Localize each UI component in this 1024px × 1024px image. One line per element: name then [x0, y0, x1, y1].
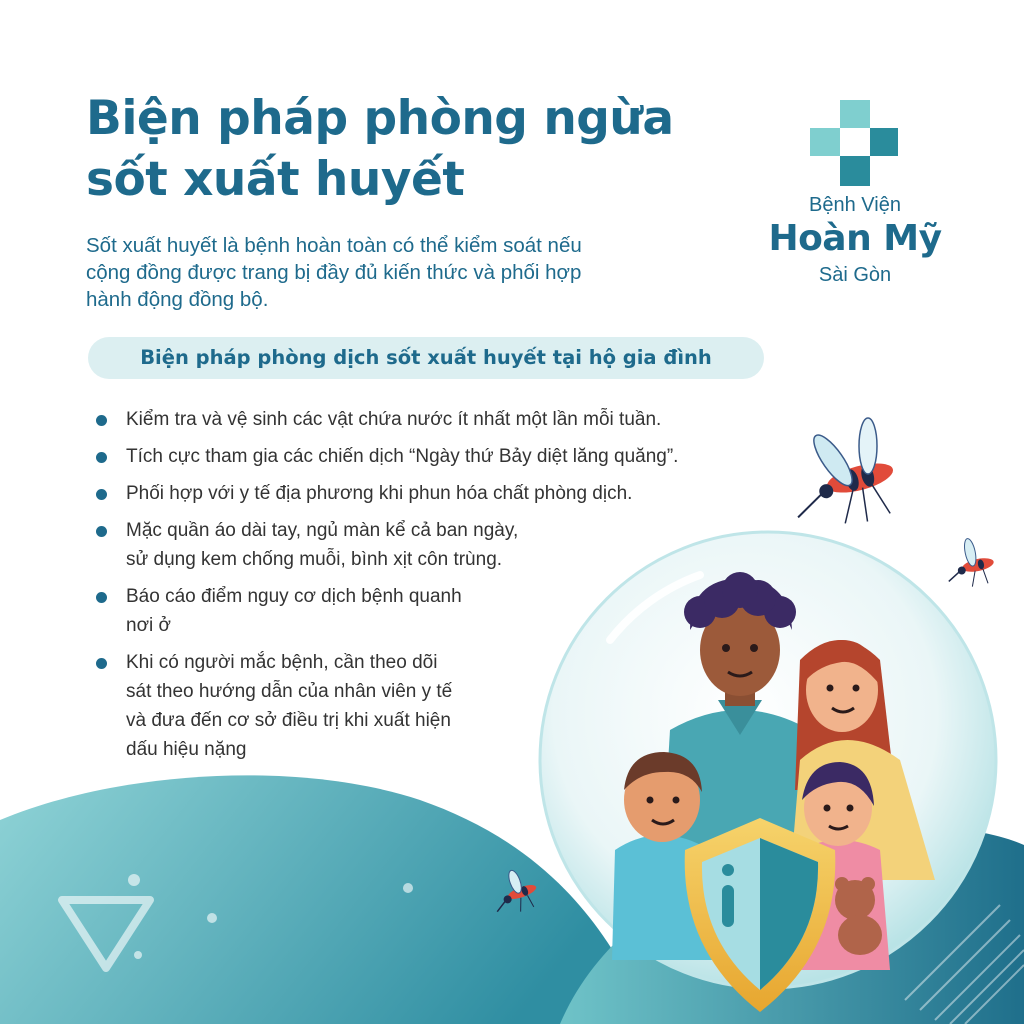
- medical-cross-logo-icon: [760, 96, 950, 192]
- list-item-text: Mặc quần áo dài tay, ngủ màn kể cả ban ngày,: [126, 520, 519, 541]
- prevention-measures-list: [96, 405, 678, 772]
- list-item-text: sát theo hướng dẫn của nhân viên y tế: [126, 681, 453, 702]
- intro-line-1: Sốt xuất huyết là bệnh hoàn toàn có thể kiểm soát nếu: [86, 234, 582, 257]
- list-item: [96, 582, 678, 640]
- list-item-text: sử dụng kem chống muỗi, bình xịt côn trùng.: [126, 549, 503, 570]
- bullet-dot-icon: [96, 592, 107, 603]
- list-item: [96, 442, 678, 471]
- list-item-text: Kiểm tra và vệ sinh các vật chứa nước ít nhất một lần mỗi tuần.: [126, 409, 662, 430]
- list-item-text: Khi có người mắc bệnh, cần theo dõi: [126, 652, 438, 673]
- intro-paragraph: [86, 232, 706, 313]
- list-item-text: Báo cáo điểm nguy cơ dịch bệnh quanh: [126, 586, 462, 607]
- list-item-text: và đưa đến cơ sở điều trị khi xuất hiện: [126, 710, 451, 731]
- list-item-text: Tích cực tham gia các chiến dịch “Ngày thứ Bảy diệt lăng quăng”.: [126, 446, 679, 467]
- mosquito-icon: [941, 534, 998, 591]
- logo-line-3: Sài Gòn: [818, 264, 892, 286]
- list-item-text: nơi ở: [126, 615, 171, 636]
- hospital-logo: [760, 96, 950, 296]
- list-item: [96, 648, 678, 764]
- title-line-2: sốt xuất huyết: [86, 152, 465, 207]
- page-title: [86, 88, 726, 210]
- logo-line-1: Bệnh Viện: [809, 194, 901, 216]
- intro-line-3: hành động đồng bộ.: [86, 288, 269, 311]
- bullet-dot-icon: [96, 452, 107, 463]
- list-item: [96, 516, 678, 574]
- bullet-dot-icon: [96, 526, 107, 537]
- bullet-dot-icon: [96, 415, 107, 426]
- mosquito-icon: [777, 413, 904, 539]
- logo-brand-name: Hoàn Mỹ: [768, 218, 942, 259]
- title-line-1: Biện pháp phòng ngừa: [86, 91, 674, 146]
- section-heading: Biện pháp phòng dịch sốt xuất huyết tại hộ gia đình: [88, 337, 764, 379]
- bullet-dot-icon: [96, 489, 107, 500]
- list-item-text: dấu hiệu nặng: [126, 739, 247, 760]
- list-item: [96, 479, 678, 508]
- list-item-text: Phối hợp với y tế địa phương khi phun hóa chất phòng dịch.: [126, 483, 633, 504]
- intro-line-2: cộng đồng được trang bị đầy đủ kiến thức và phối hợp: [86, 261, 582, 284]
- list-item: [96, 405, 678, 434]
- bullet-dot-icon: [96, 658, 107, 669]
